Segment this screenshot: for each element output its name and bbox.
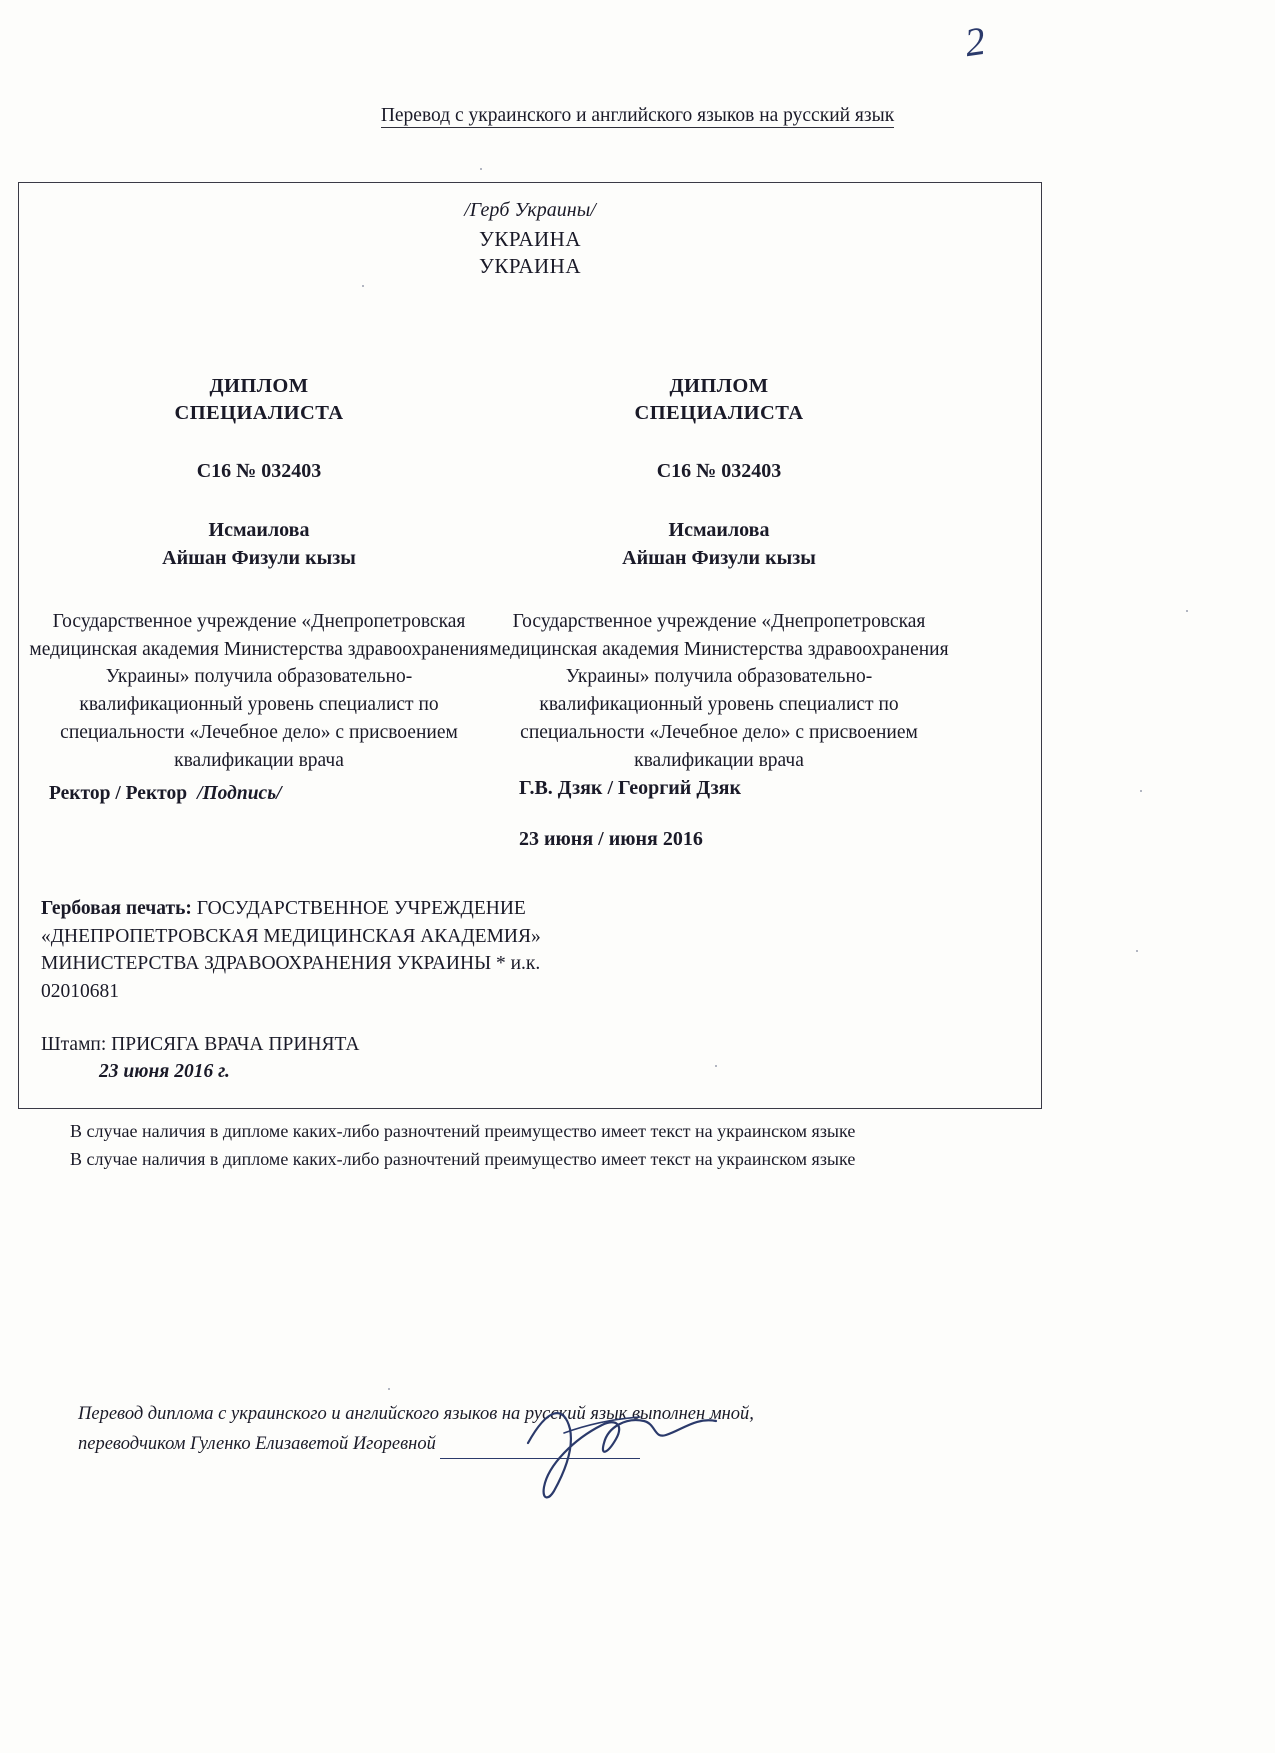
holder-surname-right: Исмаилова (668, 519, 770, 542)
diploma-title-left-line2: СПЕЦИАЛИСТА (174, 402, 344, 425)
diploma-code-right: С16 № 032403 (656, 460, 782, 483)
footnote-ukrainian: В случае наличия в дипломе каких-либо разночтений преимущество имеет текст на украинском языке (70, 1121, 856, 1141)
handwritten-page-number: 2 (961, 17, 989, 66)
translator-statement-line2: переводчиком Гуленко Елизаветой Игоревной (78, 1433, 436, 1454)
holder-surname-left: Исмаилова (208, 519, 310, 542)
translation-header-note (0, 105, 1275, 127)
holder-firstname-right: Айшан Физули кызы (622, 547, 816, 570)
rector-signature-note: /Подпись/ (197, 783, 282, 804)
translator-statement (78, 1400, 978, 1459)
footnotes (70, 1118, 1130, 1174)
diploma-date: 23 июня / июня 2016 (519, 828, 703, 850)
translation-header-note-text: Перевод с украинского и английского языков на русский язык (380, 105, 895, 126)
country-line-ukrainian: УКРАИНА (478, 227, 582, 251)
diploma-title-left-line1: ДИПЛОМ (209, 375, 309, 397)
translator-signature-line (440, 1440, 640, 1459)
diploma-frame (18, 182, 1042, 1109)
rector-label: Ректор / Ректор (49, 783, 188, 804)
holder-firstname-left: Айшан Физули кызы (162, 547, 356, 570)
holder-name-left (29, 516, 489, 572)
diploma-title-left (29, 373, 489, 427)
footnote-english: В случае наличия в дипломе каких-либо разночтений преимущество имеет текст на украинском языке (70, 1148, 856, 1169)
seal-block (41, 895, 601, 1006)
diploma-code-left: С16 № 032403 (196, 460, 322, 483)
diploma-title-right-line2: СПЕЦИАЛИСТА (634, 402, 804, 425)
country-line-english: УКРАИНА (478, 254, 582, 278)
rector-name: Г.В. Дзяк / Георгий Дзяк (519, 777, 741, 799)
translator-statement-line2-wrap (78, 1430, 978, 1460)
holder-name-right (489, 516, 949, 572)
seal-text: ГОСУДАРСТВЕННОЕ УЧРЕЖДЕНИЕ «ДНЕПРОПЕТРОВСКАЯ МЕДИЦИНСКАЯ АКАДЕМИЯ» МИНИСТЕРСТВА ЗДРАВООХРАНЕНИЯ УКРАИНЫ * и.к. 02010681 (41, 898, 541, 1003)
rector-line (49, 783, 282, 805)
diploma-body-right: Государственное учреждение «Днепропетровская медицинская академия Министерства здравоохранения Украины» получила образовательно-квалификационный уровень специалист по специальности «Лечебное дело» с присвоением квалификации врача (489, 611, 949, 771)
diploma-title-right-line1: ДИПЛОМ (669, 375, 769, 397)
stamp-label: Штамп: (41, 1034, 107, 1055)
translator-statement-line1: Перевод диплома с украинского и английского языков на русский язык выполнен мной, (78, 1404, 754, 1424)
coat-of-arms-note: /Герб Украины/ (464, 199, 596, 221)
stamp-date: 23 июня 2016 г. (99, 1061, 230, 1083)
diploma-body-left: Государственное учреждение «Днепропетровская медицинская академия Министерства здравоохранения Украины» получила образовательно-квалификационный уровень специалист по специальности «Лечебное дело» с присвоением квалификации врача (29, 611, 489, 771)
column-ukrainian (29, 373, 489, 774)
stamp-text: ПРИСЯГА ВРАЧА ПРИНЯТА (111, 1034, 360, 1055)
seal-label: Гербовая печать: (41, 898, 192, 919)
diploma-title-right (489, 373, 949, 427)
column-english (489, 373, 949, 774)
stamp-block (41, 1031, 601, 1086)
